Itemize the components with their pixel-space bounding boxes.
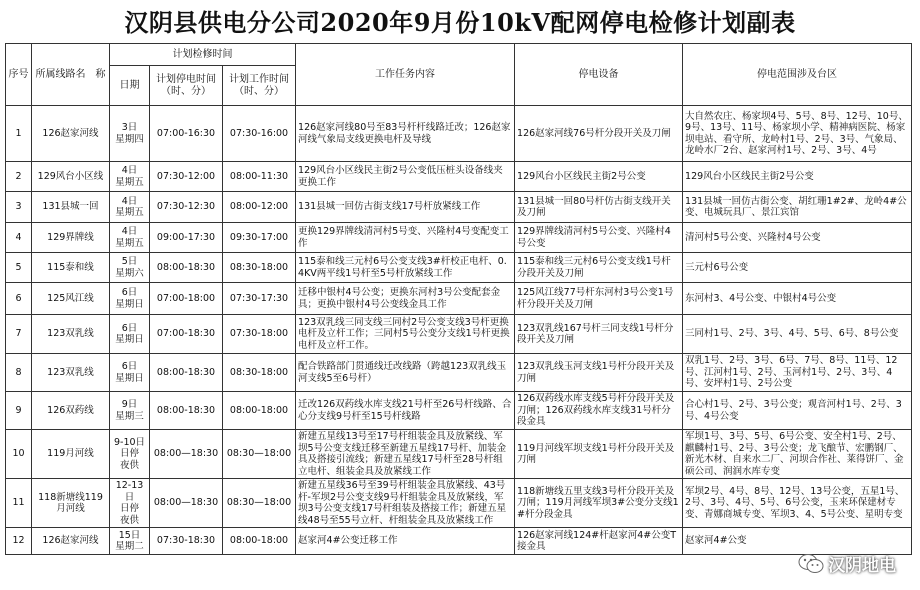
table-row (6, 354, 912, 392)
outage-plan-table (5, 43, 912, 555)
cell-date: 5日 星期六 (110, 253, 150, 283)
cell-no: 11 (6, 479, 32, 528)
header-no: 序号 (6, 44, 32, 106)
header-task: 工作任务内容 (296, 44, 515, 106)
cell-date: 4日 星期五 (110, 162, 150, 192)
cell-line: 126赵家河线 (32, 106, 110, 162)
watermark-text: 汉阴地电 (828, 556, 896, 576)
cell-work-time: 08:00-11:30 (223, 162, 296, 192)
table-row (6, 528, 912, 555)
cell-equipment: 126双药线水库支线5号杆分段开关及刀闸；126双药线水库支线31号杆分段金具 (515, 392, 683, 430)
cell-line: 129风台小区线 (32, 162, 110, 192)
cell-outage-time: 07:30-12:30 (150, 192, 223, 223)
cell-equipment: 123双乳线玉河支线1号杆分段开关及刀闸 (515, 354, 683, 392)
cell-no: 3 (6, 192, 32, 223)
cell-work-time: 08:00-12:00 (223, 192, 296, 223)
page-title: 汉阴县供电分公司2020年9月份10kV配网停电检修计划副表 (124, 8, 796, 37)
watermark (798, 551, 896, 576)
cell-date: 6日 星期日 (110, 283, 150, 315)
cell-area: 三元村6号公变 (683, 253, 912, 283)
cell-date: 15日 星期二 (110, 528, 150, 555)
header-date: 日期 (110, 66, 150, 106)
cell-no: 7 (6, 315, 32, 354)
cell-task: 迁改126双药线水库支线21号杆至26号杆线路、合心分支线9号杆至15号杆线路 (296, 392, 515, 430)
cell-work-time: 07:30-16:00 (223, 106, 296, 162)
cell-no: 9 (6, 392, 32, 430)
cell-date: 9日 星期三 (110, 392, 150, 430)
cell-no: 10 (6, 430, 32, 479)
cell-line: 119月河线 (32, 430, 110, 479)
cell-task: 赵家河4#公变迁移工作 (296, 528, 515, 555)
cell-outage-time: 08:00-18:30 (150, 354, 223, 392)
cell-task: 新建五星线13号至17号杆组装金具及放紧线、军坝5号公变支线迁移至新建五星线17号杆、加装金具及搭接引流线；新建五星线17号杆至28号杆组立电杆、组装金具及放紧线工作 (296, 430, 515, 479)
cell-work-time: 08:30—18:00 (223, 479, 296, 528)
cell-area: 大自然农庄、杨家坝4号、5号、8号、12号、10号、9号、13号、11号、杨家坝小学、精神病医院、杨家坝电站、看守所、龙岭村1号、2号、3号、气象局、龙岭水厂2台、赵家河村1号、2号、3号、4号 (683, 106, 912, 162)
cell-equipment: 125风江线77号杆东河村3号公变1号杆分段开关及刀闸 (515, 283, 683, 315)
table-row (6, 315, 912, 354)
cell-line: 125风江线 (32, 283, 110, 315)
cell-work-time: 08:00-18:00 (223, 392, 296, 430)
cell-line: 126双药线 (32, 392, 110, 430)
cell-area: 双乳1号、2号、3号、6号、7号、8号、11号、12号、江河村1号、2号、玉河村1号、2号、3号、4号、安坪村1号、2号公变 (683, 354, 912, 392)
cell-task: 126赵家河线80号至83号杆杆线路迁改；126赵家河线气象局支线更换电杆及导线 (296, 106, 515, 162)
cell-area: 东河村3、4号公变、中银村4号公变 (683, 283, 912, 315)
header-work-time: 计划工作时间（时、分） (223, 66, 296, 106)
cell-outage-time: 08:00—18:30 (150, 430, 223, 479)
table-row (6, 192, 912, 223)
cell-task: 123双乳线三同支线三同村2号公变支线3号杆更换电杆及立杆工作；三同村5号公变分支线1号杆更换电杆及立杆工作。 (296, 315, 515, 354)
cell-task: 配合铁路部门贯通线迁改线路（跨越123双乳线玉河支线5至6号杆） (296, 354, 515, 392)
cell-equipment: 119月河线军坝支线1号杆分段开关及刀闸 (515, 430, 683, 479)
cell-line: 131县城一回 (32, 192, 110, 223)
cell-date: 6日 星期日 (110, 315, 150, 354)
cell-equipment: 131县城一回80号杆仿古街支线开关及刀闸 (515, 192, 683, 223)
header-line: 所属线路名 称 (32, 44, 110, 106)
cell-area: 合心村1号、2号、3号公变；观音河村1号、2号、3号、4号公变 (683, 392, 912, 430)
cell-work-time: 07:30-18:00 (223, 315, 296, 354)
cell-area: 129风台小区线民主街2号公变 (683, 162, 912, 192)
cell-task: 迁移中银村4号公变；更换东河村3号公变配套金具；更换中银村4号公变线金具工作 (296, 283, 515, 315)
cell-area: 军坝2号、4号、8号、12号、13号公变，五星1号、2号、3号、4号、5号、6号公变，玉来环保建材专变、青娜商城专变、军坝3、4、5号公变、星明专变 (683, 479, 912, 528)
cell-outage-time: 08:00-18:30 (150, 392, 223, 430)
cell-no: 5 (6, 253, 32, 283)
cell-work-time: 09:30-17:00 (223, 223, 296, 253)
cell-area: 三同村1号、2号、3号、4号、5号、6号、8号公变 (683, 315, 912, 354)
cell-work-time: 08:30-18:00 (223, 253, 296, 283)
cell-equipment: 123双乳线167号杆三同支线1号杆分段开关及刀闸 (515, 315, 683, 354)
cell-equipment: 118新塘线五里支线3号杆分段开关及刀闸；119月河线军坝3#公变分支线1#杆分段金具 (515, 479, 683, 528)
cell-work-time: 08:30—18:00 (223, 430, 296, 479)
cell-task: 更换129界牌线清河村5号变、兴隆村4号变配变工作 (296, 223, 515, 253)
table-row (6, 479, 912, 528)
table-row (6, 283, 912, 315)
cell-no: 1 (6, 106, 32, 162)
cell-equipment: 115泰和线三元村6号公变支线1号杆分段开关及刀闸 (515, 253, 683, 283)
cell-no: 4 (6, 223, 32, 253)
cell-line: 123双乳线 (32, 354, 110, 392)
cell-work-time: 07:30-17:30 (223, 283, 296, 315)
cell-task: 新建五星线36号至39号杆组装金具放紧线、43号杆-军坝2号公变支线9号杆组装金具及放紧线，军坝3号公变支线17号杆组装及搭接工作；新建五星线48号至55号立杆、杆组装金具及放紧线工作 (296, 479, 515, 528)
table-row (6, 430, 912, 479)
cell-area: 军坝1号、3号、5号、6号公变、安全村1号、2号、麒麟村1号、2号、3号公变；龙飞酿节、宏鹏钢厂、新光木材、自来水二厂、河坝合作社、莱得饼厂、金硕公司、润润水库专变 (683, 430, 912, 479)
cell-line: 123双乳线 (32, 315, 110, 354)
cell-outage-time: 07:00-16:30 (150, 106, 223, 162)
cell-equipment: 129界牌线清河村5号公变、兴隆村4号公变 (515, 223, 683, 253)
cell-outage-time: 09:00-17:30 (150, 223, 223, 253)
cell-date: 9-10日 日停 夜供 (110, 430, 150, 479)
cell-equipment: 129风台小区线民主街2号公变 (515, 162, 683, 192)
cell-outage-time: 07:00-18:00 (150, 283, 223, 315)
cell-line: 129界牌线 (32, 223, 110, 253)
table-row (6, 253, 912, 283)
cell-area: 清河村5号公变、兴隆村4号公变 (683, 223, 912, 253)
table-row (6, 392, 912, 430)
cell-task: 131县城一回仿古街支线17号杆放紧线工作 (296, 192, 515, 223)
table-row (6, 223, 912, 253)
cell-work-time: 08:00-18:00 (223, 528, 296, 555)
cell-date: 12-13日 日停 夜供 (110, 479, 150, 528)
cell-outage-time: 07:00-18:30 (150, 315, 223, 354)
cell-work-time: 08:30-18:00 (223, 354, 296, 392)
cell-line: 126赵家河线 (32, 528, 110, 555)
header-outage-time: 计划停电时间（时、分） (150, 66, 223, 106)
cell-no: 6 (6, 283, 32, 315)
cell-date: 3日 星期四 (110, 106, 150, 162)
cell-no: 8 (6, 354, 32, 392)
cell-equipment: 126赵家河线76号杆分段开关及刀闸 (515, 106, 683, 162)
wechat-icon (798, 553, 824, 575)
header-plan-time: 计划检修时间 (110, 44, 296, 66)
header-area: 停电范围涉及台区 (683, 44, 912, 106)
cell-date: 4日 星期五 (110, 223, 150, 253)
cell-area: 131县城一回仿古街公变、胡红珊1#2#、龙岭4#公变、电城玩具厂、景江宾馆 (683, 192, 912, 223)
cell-outage-time: 07:30-12:00 (150, 162, 223, 192)
cell-no: 2 (6, 162, 32, 192)
header-equipment: 停电设备 (515, 44, 683, 106)
table-row (6, 106, 912, 162)
cell-outage-time: 08:00-18:30 (150, 253, 223, 283)
cell-no: 12 (6, 528, 32, 555)
cell-line: 118新塘线119月河线 (32, 479, 110, 528)
cell-outage-time: 07:30-18:30 (150, 528, 223, 555)
cell-area: 赵家河4#公变 (683, 528, 912, 555)
cell-line: 115泰和线 (32, 253, 110, 283)
table-row (6, 162, 912, 192)
cell-task: 115泰和线三元村6号公变支线3#杆校正电杆、0.4KV两平线1号杆至5号杆放紧线工作 (296, 253, 515, 283)
cell-equipment: 126赵家河线124#杆赵家河4#公变T接金具 (515, 528, 683, 555)
cell-date: 6日 星期日 (110, 354, 150, 392)
cell-task: 129风台小区线民主街2号公变低压桩头设备线夹更换工作 (296, 162, 515, 192)
cell-outage-time: 08:00—18:30 (150, 479, 223, 528)
cell-date: 4日 星期五 (110, 192, 150, 223)
